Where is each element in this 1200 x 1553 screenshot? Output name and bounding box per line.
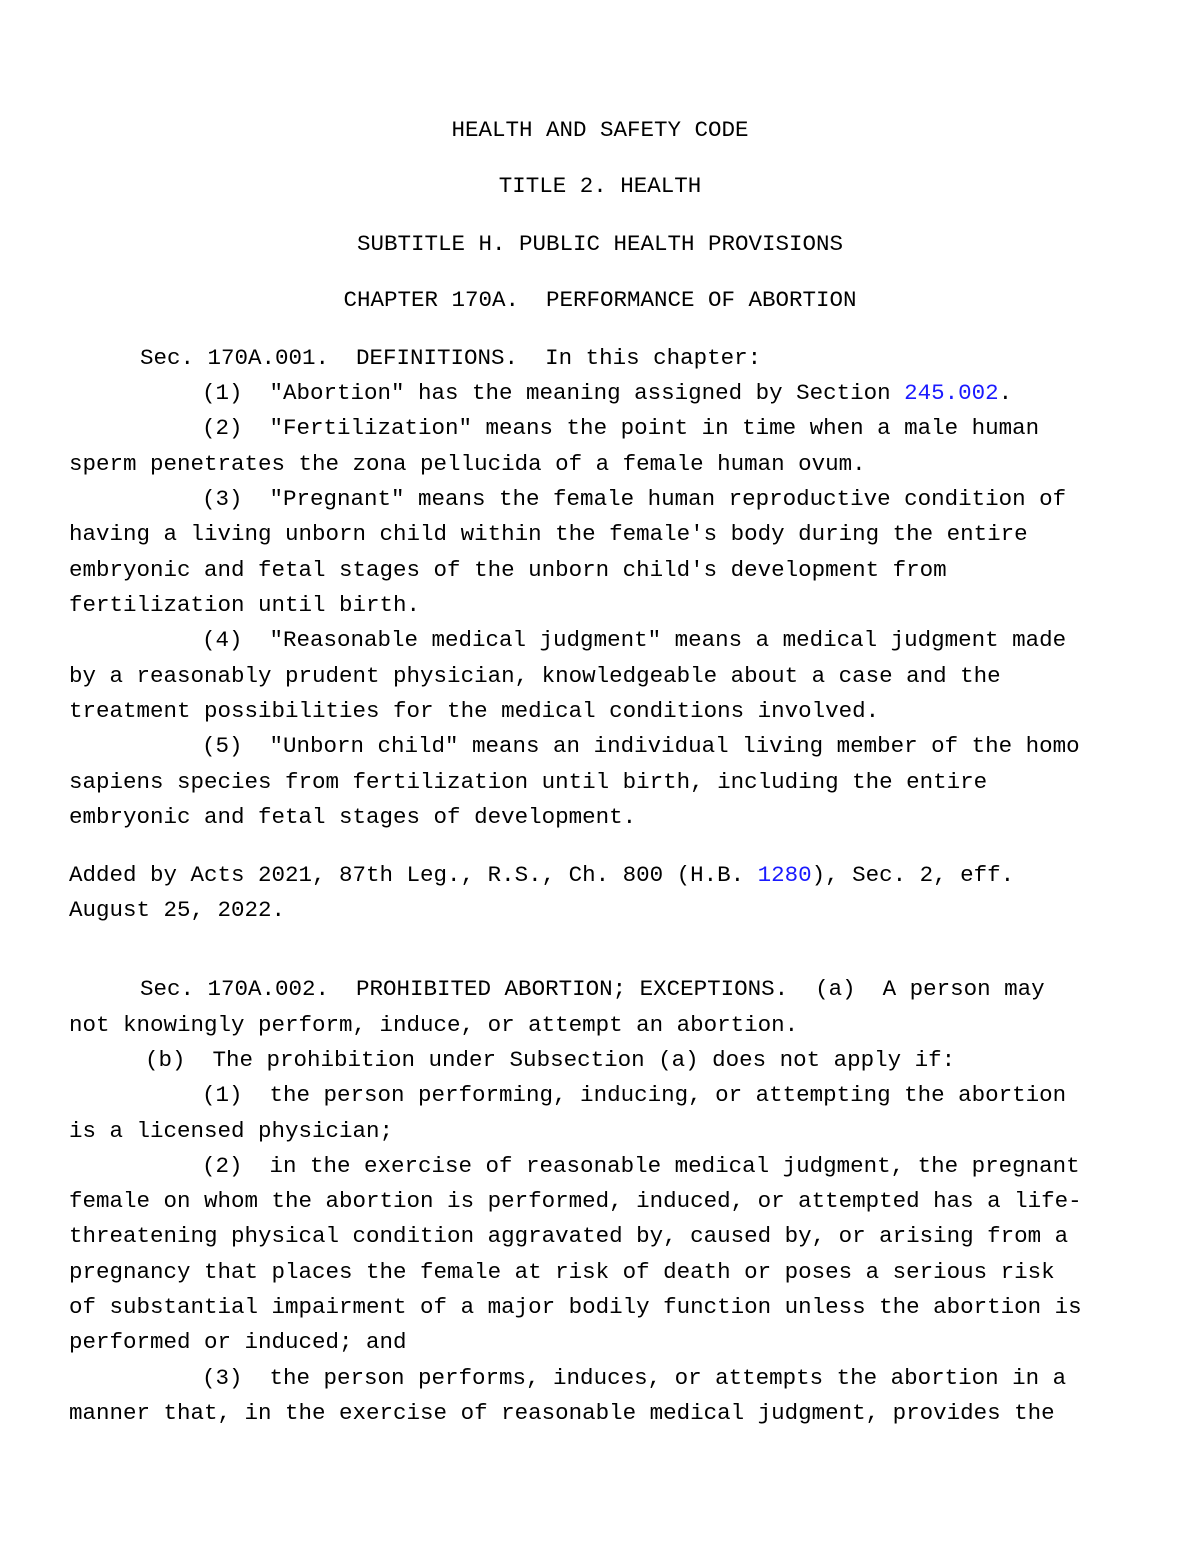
subsection-b2-line-6: performed or induced; and xyxy=(69,1329,407,1355)
title-heading: TITLE 2. HEALTH xyxy=(498,173,702,199)
subsection-b3-line-1: (3) the person performs, induces, or attempts the abortion in a xyxy=(202,1365,1067,1391)
sec-002-heading-line-2: not knowingly perform, induce, or attempt an abortion. xyxy=(69,1012,799,1038)
subsection-b2-line-5: of substantial impairment of a major bodily function unless the abortion is xyxy=(69,1294,1082,1320)
definition-5-line-2: sapiens species from fertilization until birth, including the entire xyxy=(69,769,988,795)
hb-1280-link[interactable]: 1280 xyxy=(757,862,812,888)
subsection-b2-line-3: threatening physical condition aggravated by, caused by, or arising from a xyxy=(69,1223,1069,1249)
definition-2-line-2: sperm penetrates the zona pellucida of a female human ovum. xyxy=(69,451,866,477)
history-note-line-2: August 25, 2022. xyxy=(69,897,286,923)
subtitle-heading: SUBTITLE H. PUBLIC HEALTH PROVISIONS xyxy=(356,231,844,257)
definition-3-line-2: having a living unborn child within the female's body during the entire xyxy=(69,521,1028,547)
subsection-b2-line-4: pregnancy that places the female at risk of death or poses a serious risk xyxy=(69,1259,1055,1285)
history-note-text: Added by Acts 2021, 87th Leg., R.S., Ch. 800 (H.B. xyxy=(69,862,758,888)
definition-2-line-1: (2) "Fertilization" means the point in time when a male human xyxy=(202,415,1040,441)
definition-3-line-1: (3) "Pregnant" means the female human reproductive condition of xyxy=(202,486,1067,512)
subsection-b2-line-1: (2) in the exercise of reasonable medical judgment, the pregnant xyxy=(202,1153,1080,1179)
subsection-b3-line-2: manner that, in the exercise of reasonable medical judgment, provides the xyxy=(69,1400,1055,1426)
definition-3-line-4: fertilization until birth. xyxy=(69,592,421,618)
code-title: HEALTH AND SAFETY CODE xyxy=(451,117,749,143)
definition-3-line-3: embryonic and fetal stages of the unborn child's development from xyxy=(69,557,947,583)
definition-4-line-3: treatment possibilities for the medical conditions involved. xyxy=(69,698,880,724)
chapter-heading: CHAPTER 170A. PERFORMANCE OF ABORTION xyxy=(343,287,857,313)
definition-5-line-1: (5) "Unborn child" means an individual living member of the homo xyxy=(202,733,1080,759)
sec-001-heading: Sec. 170A.001. DEFINITIONS. In this chapter: xyxy=(140,345,762,371)
definition-1-end: . xyxy=(998,380,1013,406)
subsection-b: (b) The prohibition under Subsection (a) does not apply if: xyxy=(145,1047,956,1073)
definition-1-text: (1) "Abortion" has the meaning assigned by Section xyxy=(202,380,905,406)
definition-5-line-3: embryonic and fetal stages of development. xyxy=(69,804,637,830)
subsection-b2-line-2: female on whom the abortion is performed, induced, or attempted has a life- xyxy=(69,1188,1082,1214)
subsection-b1-line-2: is a licensed physician; xyxy=(69,1118,394,1144)
subsection-b1-line-1: (1) the person performing, inducing, or attempting the abortion xyxy=(202,1082,1067,1108)
definition-4-line-2: by a reasonably prudent physician, knowledgeable about a case and the xyxy=(69,663,1001,689)
history-note-line-1 xyxy=(69,861,1014,889)
definition-4-line-1: (4) "Reasonable medical judgment" means a medical judgment made xyxy=(202,627,1067,653)
history-note-text-end: ), Sec. 2, eff. xyxy=(811,862,1015,888)
sec-002-heading-line-1: Sec. 170A.002. PROHIBITED ABORTION; EXCEPTIONS. (a) A person may xyxy=(140,976,1045,1002)
definition-1 xyxy=(202,379,1012,407)
section-245-002-link[interactable]: 245.002 xyxy=(904,380,999,406)
